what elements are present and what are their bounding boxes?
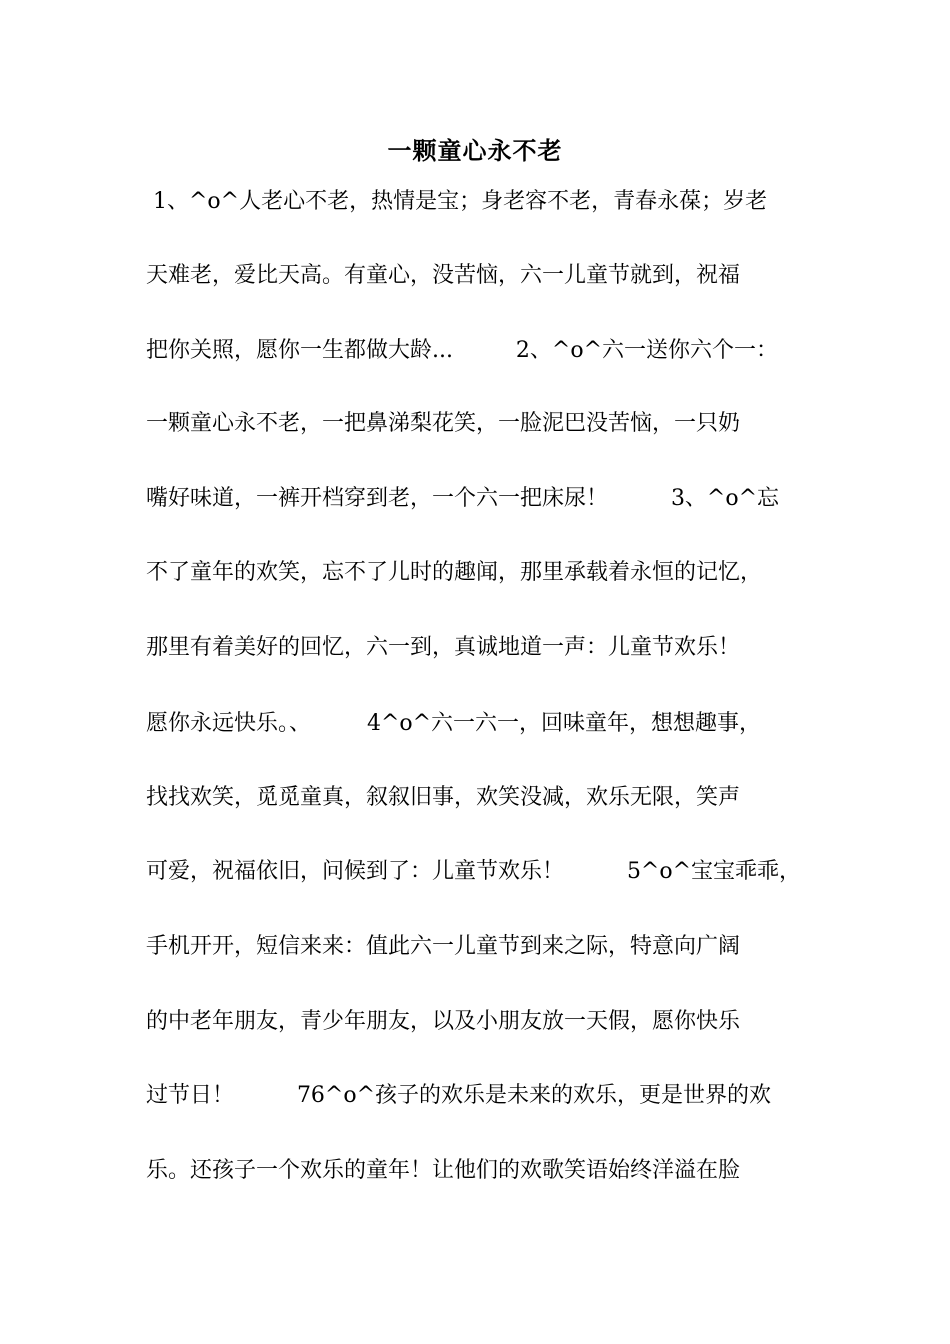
paragraph-line-2: 天难老，爱比天高。有童心，没苦恼，六一儿童节就到，祝福 <box>146 263 741 288</box>
paragraph-line-11: 手机开开，短信来来：值此六一儿童节到来之际，特意向广阔 <box>146 934 741 959</box>
paragraph-line-10: 可爱，祝福依旧，问候到了：儿童节欢乐！ 5^o^宝宝乖乖， <box>146 859 802 884</box>
paragraph-line-14: 乐。还孩子一个欢乐的童年！让他们的欢歌笑语始终洋溢在脸 <box>146 1158 741 1183</box>
page-title: 一颗童心永不老 <box>387 137 563 165</box>
paragraph-line-9: 找找欢笑，觅觅童真，叙叙旧事，欢笑没减，欢乐无限，笑声 <box>146 785 741 810</box>
paragraph-line-6: 不了童年的欢笑，忘不了儿时的趣闻，那里承载着永恒的记忆， <box>146 560 763 585</box>
paragraph-line-4: 一颗童心永不老，一把鼻涕梨花笑，一脸泥巴没苦恼，一只奶 <box>146 411 741 436</box>
paragraph-line-1: 1、^o^人老心不老，热情是宝；身老容不老，青春永葆；岁老 <box>146 189 768 214</box>
paragraph-line-5: 嘴好味道，一裤开档穿到老，一个六一把床尿！ 3、^o^忘 <box>146 486 780 511</box>
paragraph-line-13: 过节日！ 76^o^孩子的欢乐是未来的欢乐，更是世界的欢 <box>146 1083 772 1108</box>
paragraph-line-3: 把你关照，愿你一生都做大龄... 2、^o^六一送你六个一： <box>146 338 779 363</box>
paragraph-line-8: 愿你永远快乐。、 4^o^六一六一，回味童年，想想趣事， <box>146 711 762 736</box>
paragraph-line-12: 的中老年朋友，青少年朋友，以及小朋友放一天假，愿你快乐 <box>146 1009 741 1034</box>
paragraph-line-7: 那里有着美好的回忆，六一到，真诚地道一声：儿童节欢乐！ <box>146 635 741 660</box>
